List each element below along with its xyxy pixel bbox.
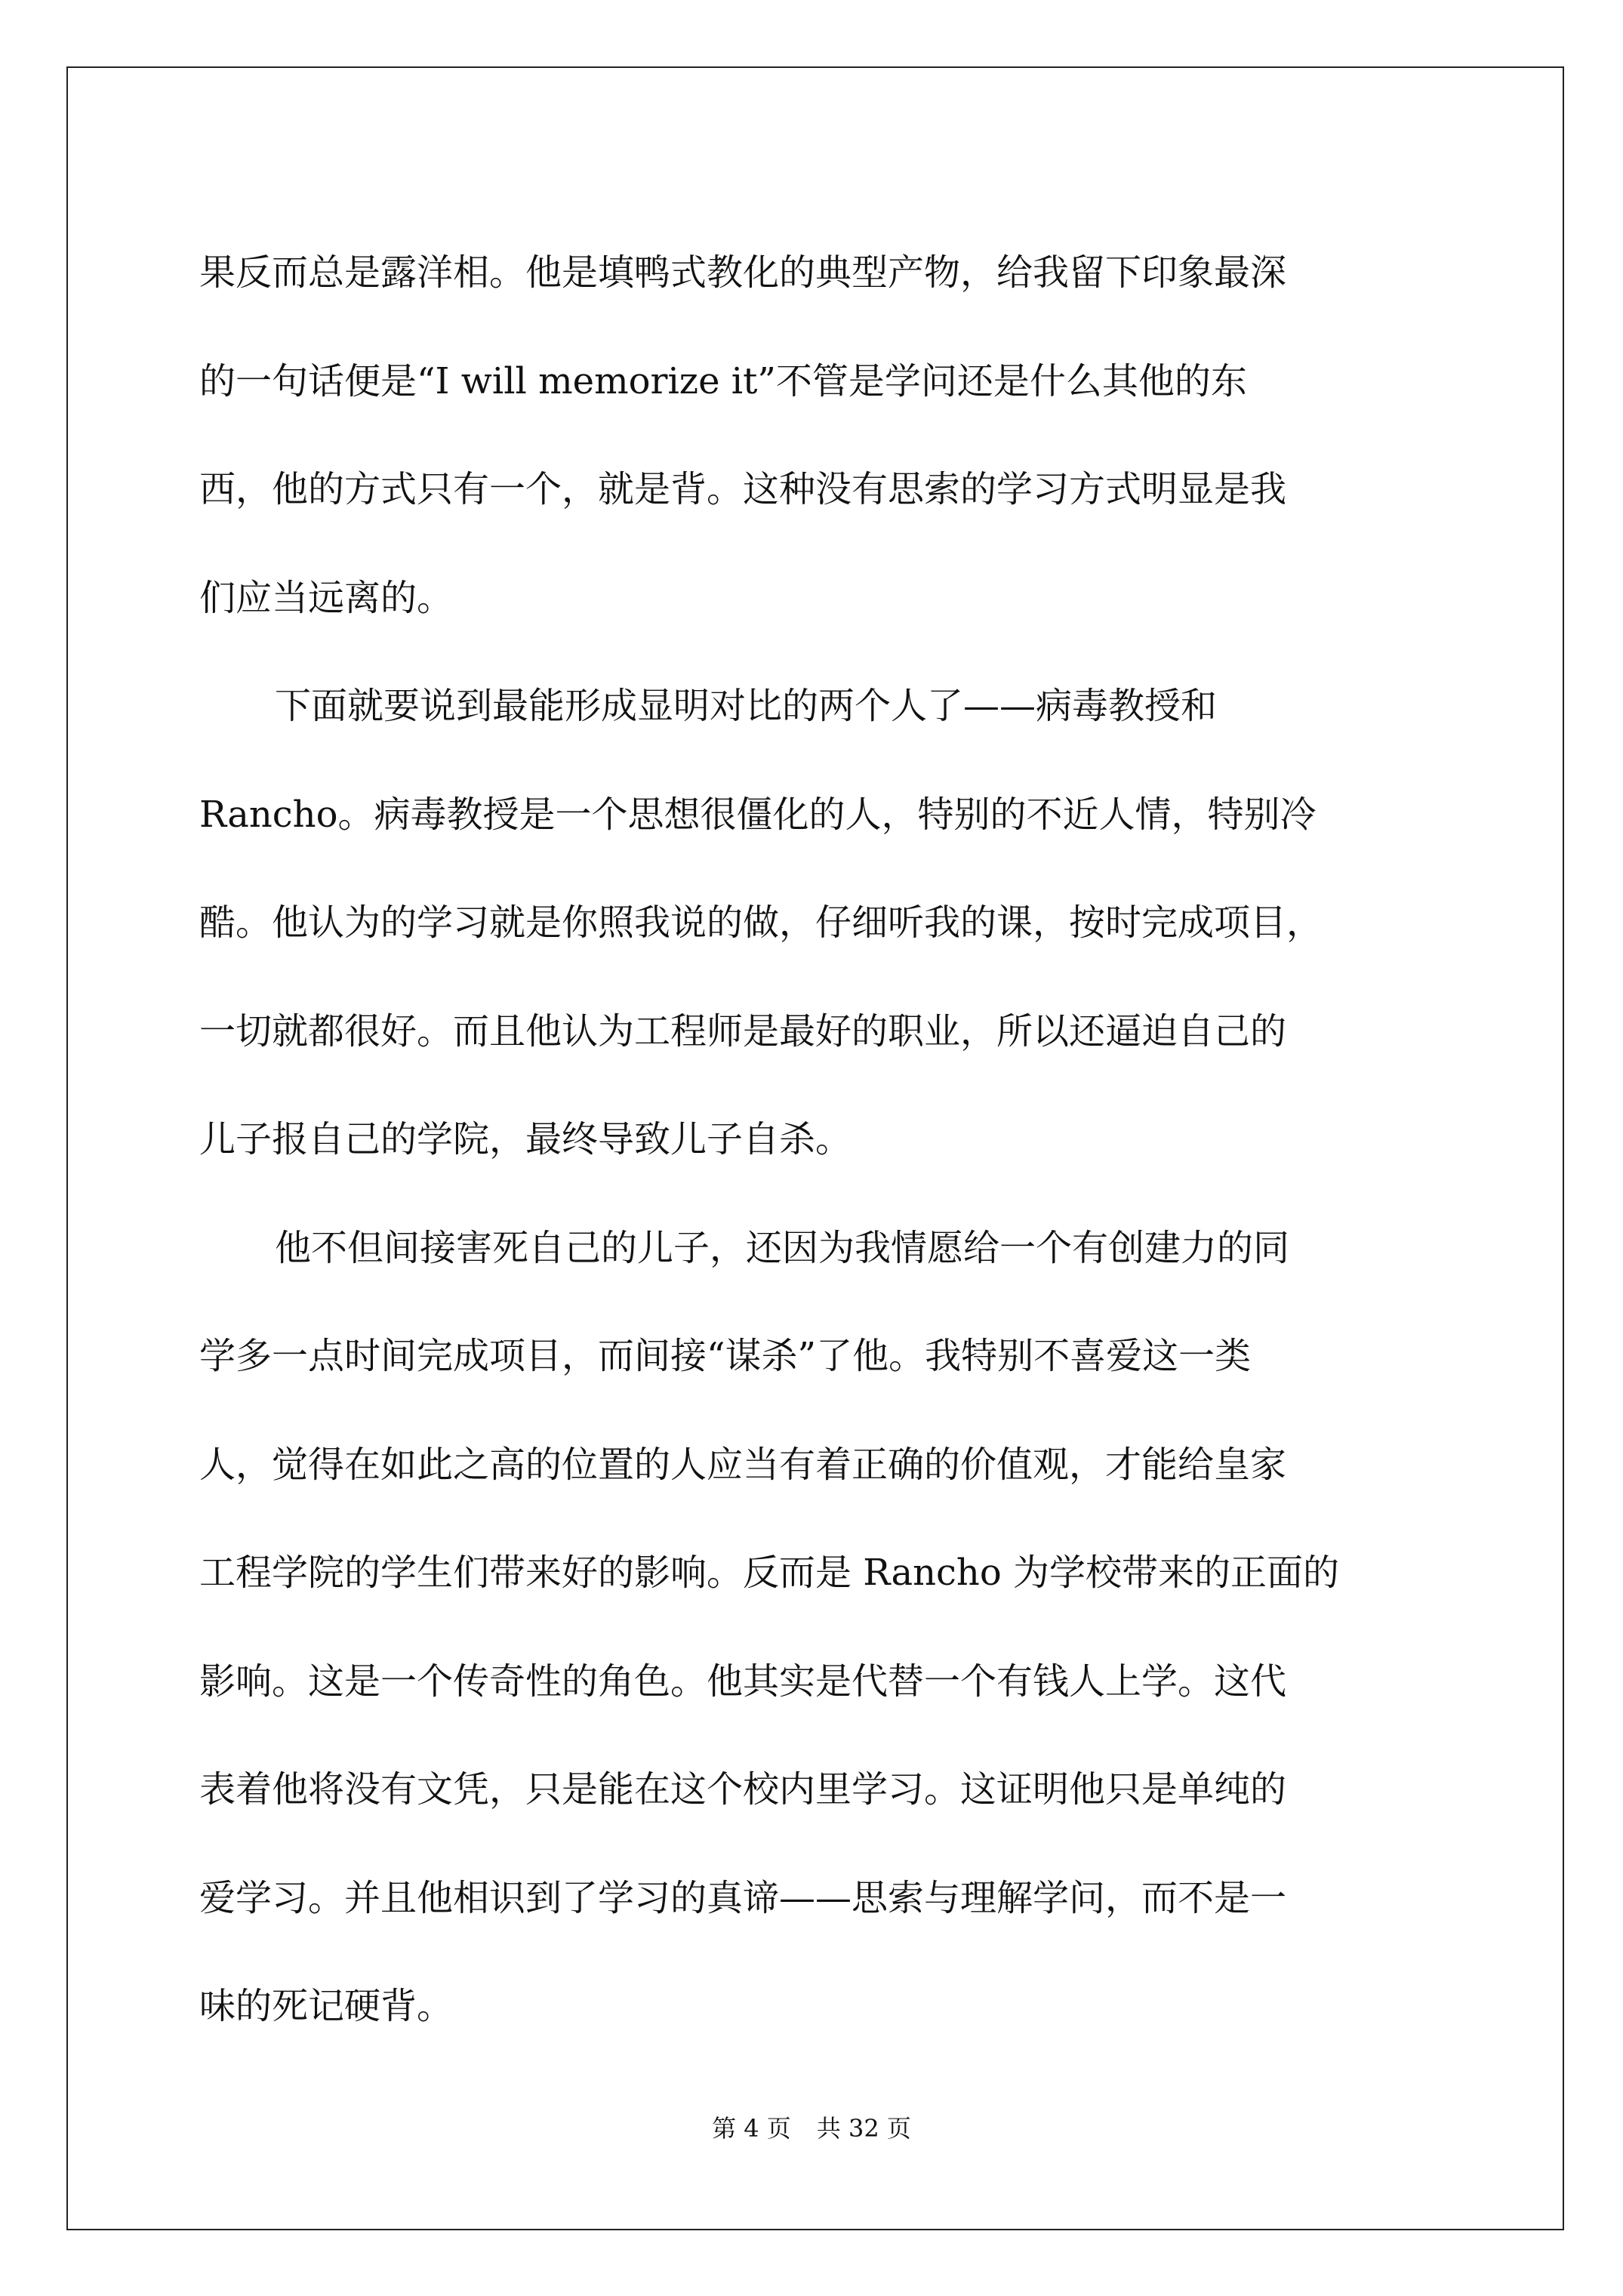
- page-total: 共 32 页: [816, 2114, 911, 2143]
- text-line: 酷。他认为的学习就是你照我说的做，仔细听我的课，按时完成项目，: [199, 901, 1323, 944]
- paragraph-first-line: 他不但间接害死自己的儿子，还因为我情愿给一个有创建力的同: [275, 1226, 1290, 1269]
- page-footer: [0, 2110, 1623, 2144]
- text-line: 儿子报自己的学院，最终导致儿子自杀。: [199, 1118, 852, 1160]
- text-line: 们应当远离的。: [199, 576, 454, 619]
- text-line: 工程学院的学生们带来好的影响。反而是 Rancho 为学校带来的正面的: [199, 1552, 1339, 1594]
- text-line: 一切就都很好。而且他认为工程师是最好的职业，所以还逼迫自己的: [199, 1009, 1287, 1052]
- text-line: 人，觉得在如此之高的位置的人应当有着正确的价值观，才能给皇家: [199, 1443, 1287, 1486]
- document-body: [199, 219, 1443, 2061]
- text-line: 学多一点时间完成项目，而间接“谋杀”了他。我特别不喜爱这一类: [199, 1335, 1252, 1377]
- text-line: 西，他的方式只有一个，就是背。这种没有思索的学习方式明显是我: [199, 468, 1287, 510]
- text-line: Rancho。病毒教授是一个思想很僵化的人，特别的不近人情，特别冷: [199, 793, 1317, 836]
- page-number: 第 4 页: [712, 2114, 791, 2143]
- text-line: 爱学习。并且他相识到了学习的真谛——思索与理解学问，而不是一: [199, 1876, 1287, 1919]
- text-line: 果反而总是露洋相。他是填鸭式教化的典型产物，给我留下印象最深: [199, 251, 1287, 294]
- text-line: 的一句话便是“I will memorize it”不管是学问还是什么其他的东: [199, 359, 1247, 402]
- text-line: 表着他将没有文凭，只是能在这个校内里学习。这证明他只是单纯的: [199, 1768, 1287, 1811]
- paragraph-first-line: 下面就要说到最能形成显明对比的两个人了——病毒教授和: [275, 685, 1218, 727]
- text-line: 味的死记硬背。: [199, 1985, 454, 2027]
- text-line: 影响。这是一个传奇性的角色。他其实是代替一个有钱人上学。这代: [199, 1660, 1287, 1703]
